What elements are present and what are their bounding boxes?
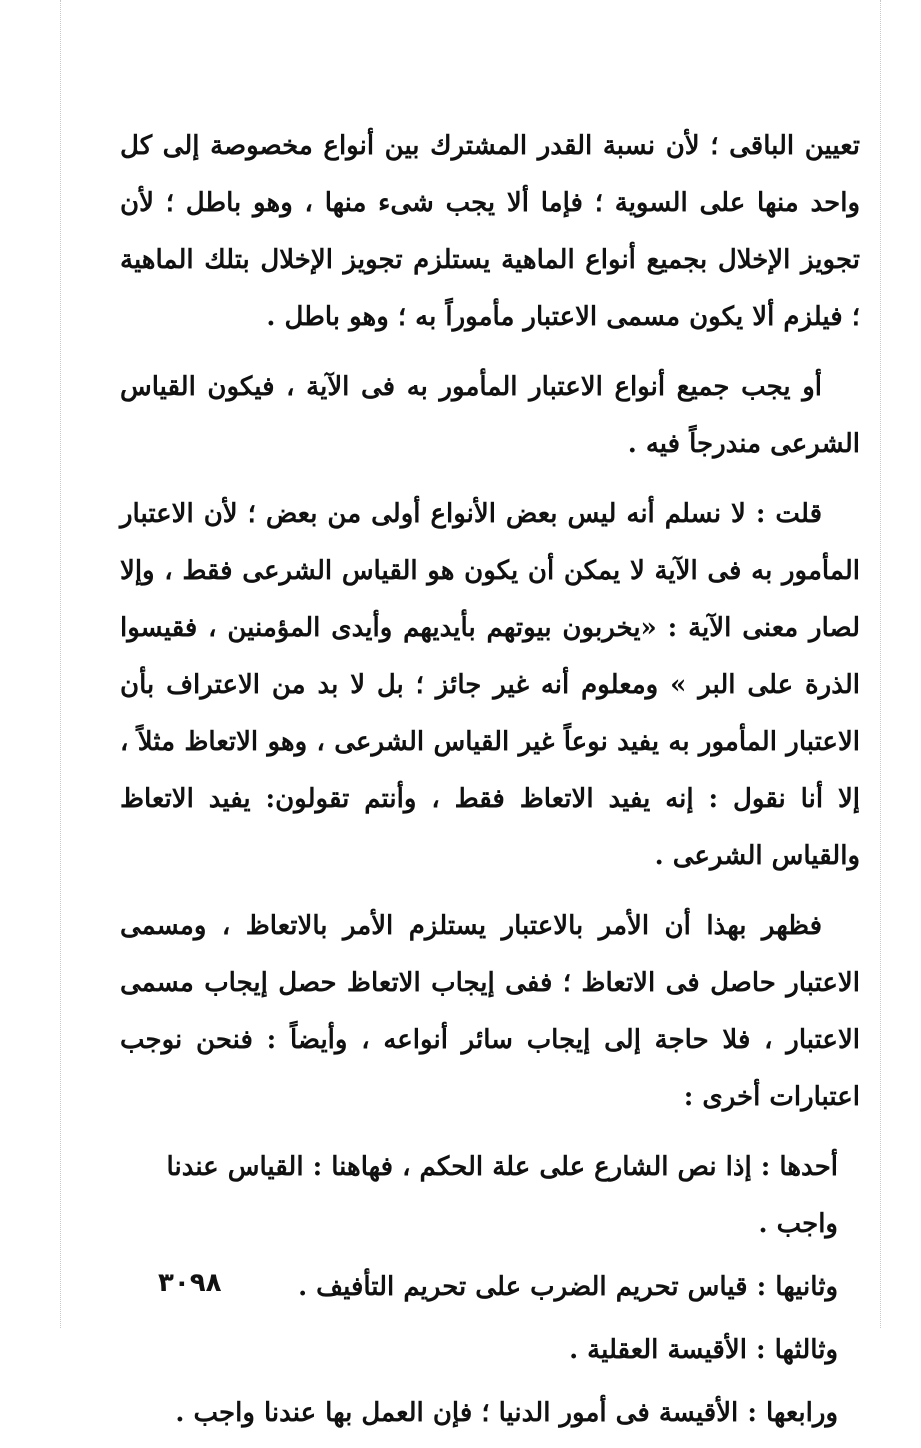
paragraph-4: فظهر بهذا أن الأمر بالاعتبار يستلزم الأمر بالاتعاظ ، ومسمى الاعتبار حاصل فى الاتعاظ ؛ ففى إيجاب الاتعاظ حصل إيجاب مسمى الاعتبار ، فلا حاجة إلى إيجاب سائر أنواعه ، وأيضاً : فنحن نوجب اعتبارات أخرى : — [120, 911, 860, 1112]
paragraph-3: قلت : لا نسلم أنه ليس بعض الأنواع أولى من بعض ؛ لأن الاعتبار المأمور به فى الآية لا يمكن أن يكون هو القياس الشرعى فقط ، وإلا لصار معنى الآية : «يخربون بيوتهم بأيديهم وأيدى المؤمنين ، فقيسوا الذرة على البر » ومعلوم أنه غير جائز ؛ بل لا بد من الاعتراف بأن الاعتبار المأمور به يفيد نوعاً غير القياس الشرعى ، وهو الاتعاظ مثلاً ، إلا أنا نقول : إنه يفيد الاتعاظ فقط ، وأنتم تقولون: يفيد الاتعاظ والقياس الشرعى . — [120, 499, 860, 871]
body-text — [120, 118, 860, 1448]
margin-guide-right — [880, 0, 881, 1328]
list-item-3: وثالثها : الأقيسة العقلية . — [569, 1335, 838, 1365]
page-number: ٣٠٩٨ — [158, 1268, 222, 1298]
paragraph-2: أو يجب جميع أنواع الاعتبار المأمور به فى الآية ، فيكون القياس الشرعى مندرجاً فيه . — [120, 372, 860, 459]
list-item-2: وثانيها : قياس تحريم الضرب على تحريم التأفيف . — [298, 1272, 838, 1302]
list-item-1: أحدها : إذا نص الشارع على علة الحكم ، فهاهنا : القياس عندنا واجب . — [166, 1152, 838, 1239]
list-item-4: ورابعها : الأقيسة فى أمور الدنيا ؛ فإن العمل بها عندنا واجب . — [175, 1398, 838, 1428]
margin-guide-left — [60, 0, 61, 1328]
paragraph-1: تعيين الباقى ؛ لأن نسبة القدر المشترك بين أنواع مخصوصة إلى كل واحد منها على السوية ؛ فإما ألا يجب شىء منها ، وهو باطل ؛ لأن تجويز الإخلال بجميع أنواع الماهية يستلزم تجويز الإخلال بتلك الماهية ؛ فيلزم ألا يكون مسمى الاعتبار مأموراً به ؛ وهو باطل . — [120, 131, 860, 332]
